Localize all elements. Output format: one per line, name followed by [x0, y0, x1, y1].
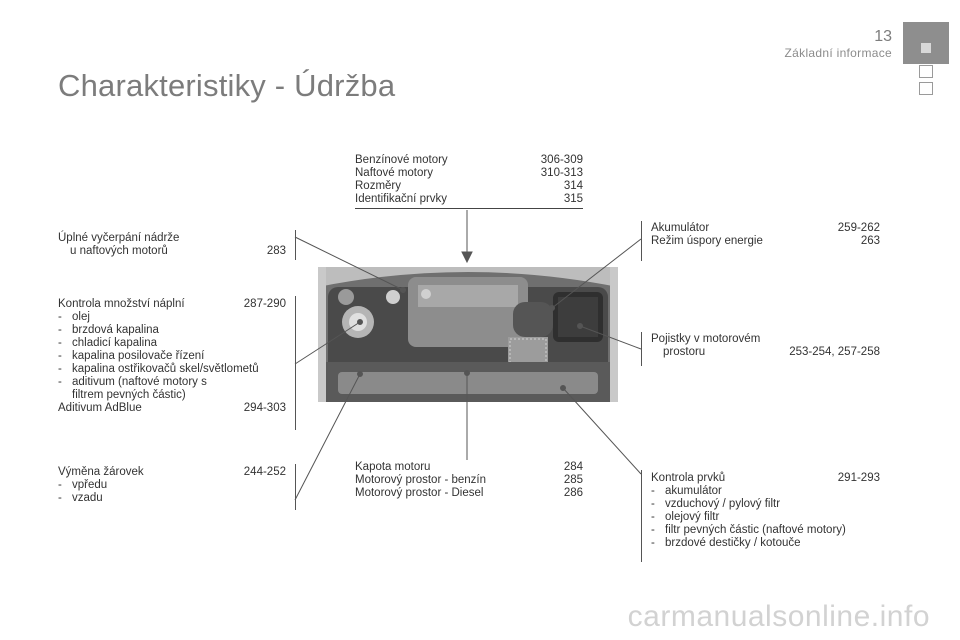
ref-row[interactable]: Režim úspory energie 263: [651, 235, 880, 247]
ref-row[interactable]: u naftových motorů 283: [70, 245, 286, 257]
list-item: - brzdové destičky / kotouče: [651, 537, 880, 550]
ref-row[interactable]: Identifikační prvky 315: [355, 193, 583, 205]
fuses-label: Pojistky v motorovém: [651, 333, 761, 345]
ref-row[interactable]: Naftové motory 310-313: [355, 167, 583, 179]
list-item: - filtr pevných částic (naftové motory): [651, 524, 880, 537]
list-item: - olej: [58, 311, 286, 324]
ref-row[interactable]: Kapota motoru 284: [355, 461, 583, 473]
ref-row[interactable]: Akumulátor 259-262: [651, 222, 880, 234]
section-title: Základní informace: [784, 46, 892, 60]
ref-row[interactable]: Výměna žárovek 244-252: [58, 466, 286, 478]
page-number: 13: [874, 28, 892, 45]
list-item: - brzdová kapalina: [58, 324, 286, 337]
list-item: - vpředu: [58, 479, 286, 492]
ref-row[interactable]: prostoru 253-254, 257-258: [663, 346, 880, 358]
list-item-continuation: filtrem pevných částic): [72, 389, 186, 401]
list-item: - akumulátor: [651, 485, 880, 498]
fuel-empty-label: Úplné vyčerpání nádrže: [58, 232, 180, 244]
ref-row[interactable]: Motorový prostor - Diesel 286: [355, 487, 583, 499]
list-item: - vzadu: [58, 492, 286, 505]
ref-row[interactable]: Kontrola množství náplní 287-290: [58, 298, 286, 310]
ref-row[interactable]: Benzínové motory 306-309: [355, 154, 583, 166]
list-item: - kapalina ostřikovačů skel/světlometů: [58, 363, 286, 376]
list-item: - aditivum (naftové motory s: [58, 376, 286, 389]
list-item: - olejový filtr: [651, 511, 880, 524]
list-item: - vzduchový / pylový filtr: [651, 498, 880, 511]
ref-row[interactable]: Aditivum AdBlue 294-303: [58, 402, 286, 414]
list-item: - chladicí kapalina: [58, 337, 286, 350]
ref-row[interactable]: Motorový prostor - benzín 285: [355, 474, 583, 486]
list-item: - kapalina posilovače řízení: [58, 350, 286, 363]
ref-row[interactable]: Kontrola prvků 291-293: [651, 472, 880, 484]
ref-row[interactable]: Rozměry 314: [355, 180, 583, 192]
watermark: carmanualsonline.info: [627, 600, 930, 633]
page-title: Charakteristiky - Údržba: [58, 68, 396, 103]
